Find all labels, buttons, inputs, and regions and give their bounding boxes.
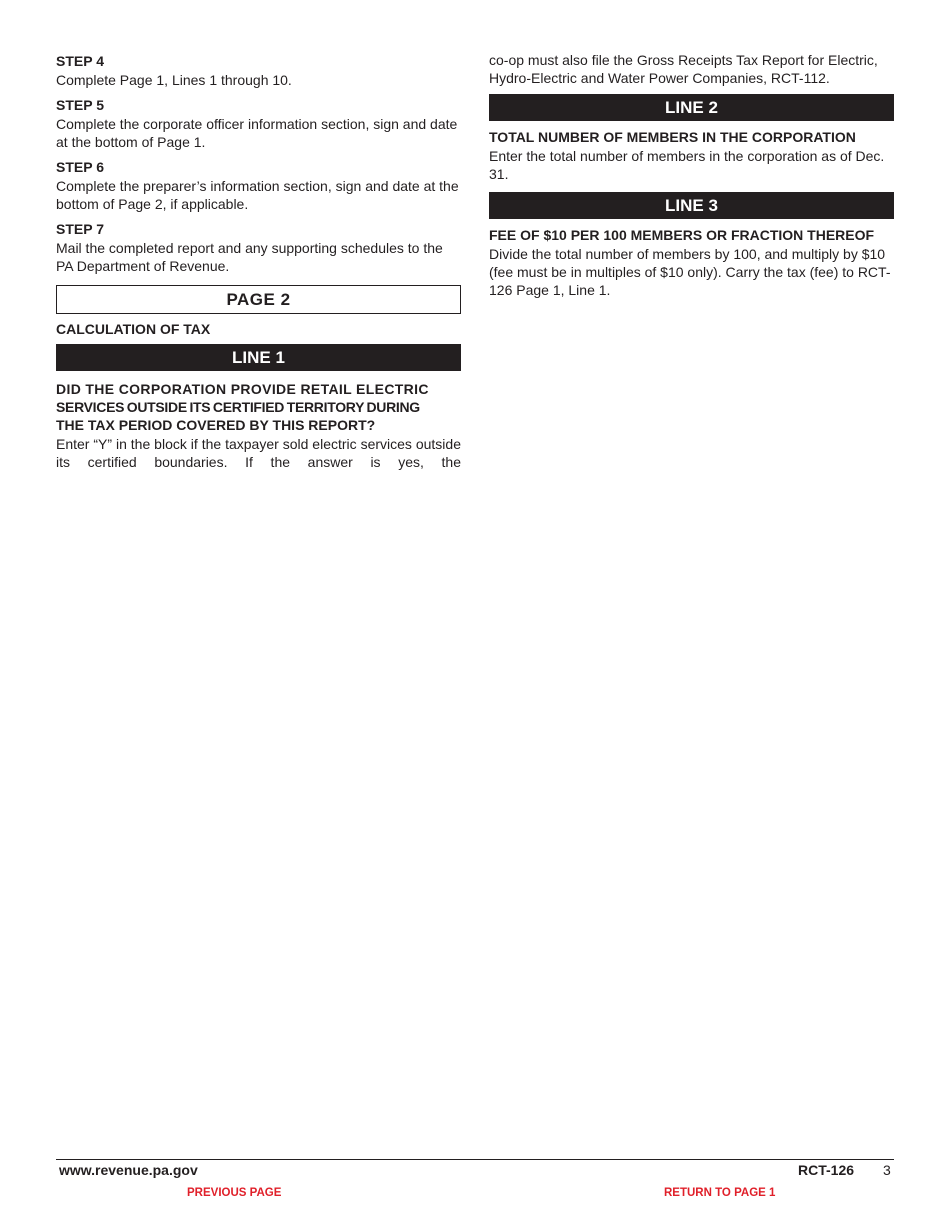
footer-form-id: RCT-126 — [798, 1162, 855, 1178]
line-2-heading: TOTAL NUMBER OF MEMBERS IN THE CORPORATION — [489, 129, 856, 145]
step-5 — [56, 96, 461, 151]
previous-page-link[interactable]: PREVIOUS PAGE — [187, 1187, 282, 1199]
step-7 — [56, 220, 461, 275]
step-4 — [56, 52, 461, 89]
step-5-text: Complete the corporate officer information section, sign and date at the bottom of Page 1. — [56, 116, 458, 150]
line-1-question-line-2: SERVICES OUTSIDE ITS CERTIFIED TERRITORY DURING — [56, 399, 420, 415]
footer-page-number: 3 — [883, 1162, 891, 1178]
right-column — [489, 51, 894, 299]
footer-website: www.revenue.pa.gov — [59, 1162, 198, 1178]
line-1-bar: LINE 1 — [56, 344, 461, 371]
step-7-text: Mail the completed report and any supporting schedules to the PA Department of Revenue. — [56, 240, 443, 274]
step-4-heading: STEP 4 — [56, 53, 104, 69]
line-3-text: Divide the total number of members by 100, and multiply by $10 (fee must be in multiples of $10 only). Carry the tax (fee) to RCT-126 Page 1, Line 1. — [489, 246, 891, 298]
step-6 — [56, 158, 461, 213]
step-6-text: Complete the preparer’s information section, sign and date at the bottom of Page 2, if applicable. — [56, 178, 459, 212]
line-1-continuation-text: co-op must also file the Gross Receipts Tax Report for Electric, Hydro-Electric and Water Power Companies, RCT-112. — [489, 52, 878, 86]
return-to-page-1-link[interactable]: RETURN TO PAGE 1 — [664, 1187, 776, 1199]
line-2-bar: LINE 2 — [489, 94, 894, 121]
line-3-heading: FEE OF $10 PER 100 MEMBERS OR FRACTION THEREOF — [489, 227, 875, 243]
line-3-bar: LINE 3 — [489, 192, 894, 219]
left-column — [56, 52, 461, 471]
line-1-text: Enter “Y” in the block if the taxpayer sold electric services outside its certified boundaries. If the answer is yes, the — [56, 436, 461, 470]
line-2-text: Enter the total number of members in the corporation as of Dec. 31. — [489, 148, 885, 182]
line-1-question-line-3: THE TAX PERIOD COVERED BY THIS REPORT? — [56, 417, 376, 433]
line-1-question-line-1: DID THE CORPORATION PROVIDE RETAIL ELECTRIC — [56, 381, 429, 397]
step-6-heading: STEP 6 — [56, 159, 104, 175]
footer-divider — [56, 1159, 894, 1160]
step-7-heading: STEP 7 — [56, 221, 104, 237]
step-4-text: Complete Page 1, Lines 1 through 10. — [56, 72, 292, 88]
page-2-box: PAGE 2 — [56, 285, 461, 314]
step-5-heading: STEP 5 — [56, 97, 104, 113]
line-1-question — [56, 380, 461, 434]
calculation-of-tax-heading: CALCULATION OF TAX — [56, 321, 211, 337]
